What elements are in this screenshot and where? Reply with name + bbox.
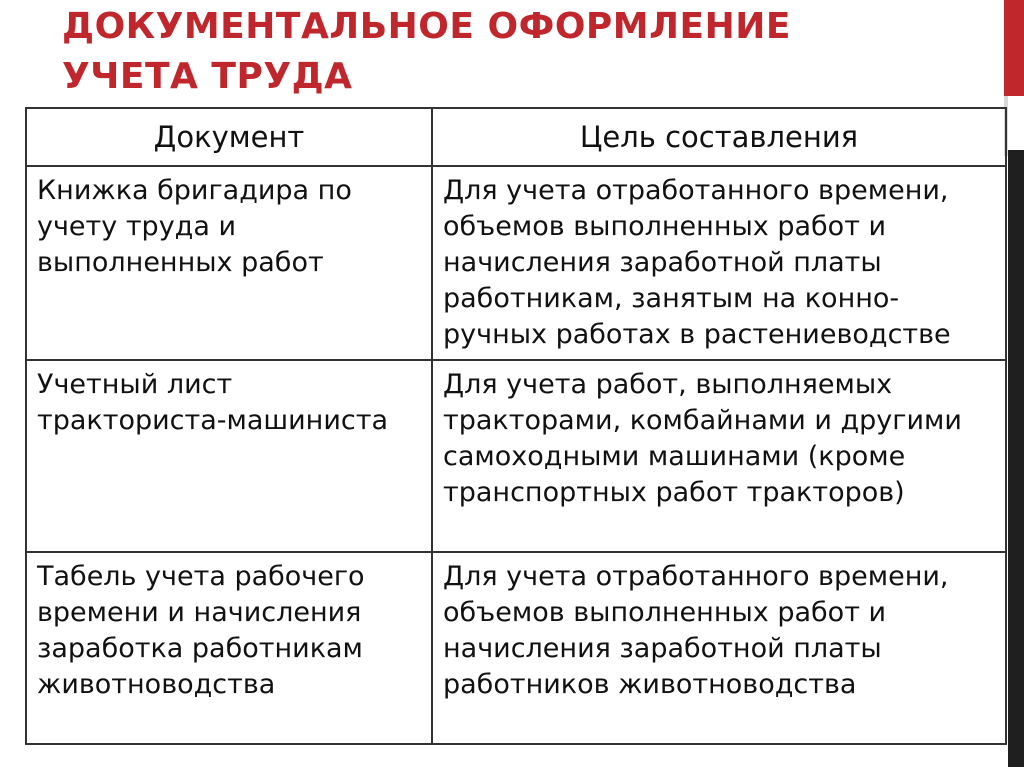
slide-title — [62, 2, 791, 102]
header-purpose: Цель составления — [432, 108, 1006, 166]
header-document: Документ — [26, 108, 432, 166]
cell-purpose: Для учета работ, выполняемых тракторами, комбайнами и другими самоходными машинами (кроме транспортных работ тракторов) — [432, 360, 1006, 552]
table-row — [26, 360, 1006, 552]
accent-bar-side — [1008, 150, 1024, 767]
cell-document: Книжка бригадира по учету труда и выполненных работ — [26, 166, 432, 360]
cell-purpose: Для учета отработанного времени, объемов выполненных работ и начисления заработной платы работников животноводства — [432, 552, 1006, 744]
table-header-row — [26, 108, 1006, 166]
accent-bar-top — [1004, 0, 1024, 96]
cell-purpose: Для учета отработанного времени, объемов выполненных работ и начисления заработной платы работникам, занятым на конно-ручных работах в растениеводстве — [432, 166, 1006, 360]
cell-document: Учетный лист тракториста-машиниста — [26, 360, 432, 552]
cell-document: Табель учета рабочего времени и начисления заработка работникам животноводства — [26, 552, 432, 744]
table-row — [26, 166, 1006, 360]
slide-title-line-2: УЧЕТА ТРУДА — [62, 56, 353, 97]
table-row — [26, 552, 1006, 744]
documents-table — [25, 107, 1007, 745]
slide-title-line-1: ДОКУМЕНТАЛЬНОЕ ОФОРМЛЕНИЕ — [62, 6, 791, 47]
